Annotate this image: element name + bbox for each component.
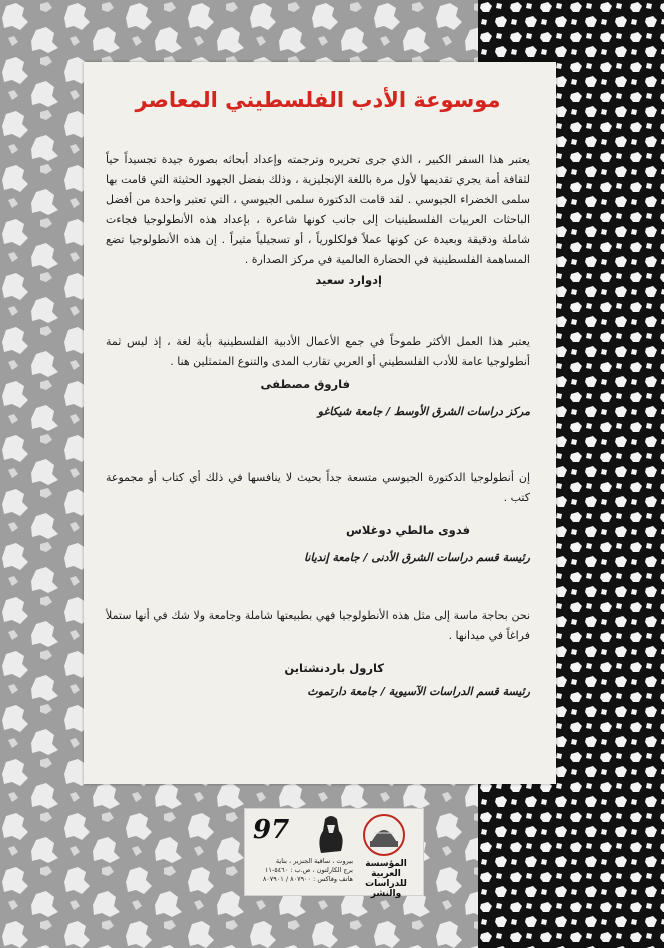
quote-affiliation: رئيسة قسم دراسات الشرق الأدنى / جامعة إنديانا <box>303 551 530 564</box>
address-line: هاتف وفاكس : ٨٠٧٩٠٠ / ٨٠٧٩٠١ <box>262 875 353 883</box>
quote-author: كارول باردنشتاين <box>284 661 384 675</box>
book-title: موسوعة الأدب الفلسطيني المعاصر <box>135 88 501 112</box>
figure-emblem-icon <box>311 813 351 857</box>
quote-affiliation: رئيسة قسم الدراسات الآسيوية / جامعة دارتموث <box>307 685 530 698</box>
quote-author: فاروق مصطفى <box>260 377 350 391</box>
quote-3 <box>106 468 530 568</box>
quote-2 <box>106 332 530 422</box>
quote-text: يعتبر هذا السفر الكبير ، الذي جرى تحريره وترجمته وإعداد أبحاثه بصورة جيدة تجسيداً حياً لثقافة أمة يجري تقديمها لأول مرة باللغة الإنجليزية ، وذلك بفضل الجهود الحثيثة التي قامت بها سلمى الخضراء الجيوسي . لقد قامت الدكتورة سلمى الجيوسي ، التي تعتبر واحدة من أفضل الباحثات العربيات الفلسطينيات إلى جانب كونها شاعرة ، بإعداد هذه الأنطولوجيا فجاءت شاملة ودقيقة وبعيدة عن كونها عملاً فولكلورياً ، أو تسجيلياً مثيراً . إن هذه الأنطولوجيا تضع المساهمة الفلسطينية في الحضارة العالمية في مركز الصدارة . <box>106 153 530 266</box>
publisher-address <box>249 857 353 884</box>
quote-text: إن أنطولوجيا الدكتورة الجيوسي متسعة جداً بحيث لا ينافسها في ذلك أي كتاب أو مجموعة كتب . <box>106 471 530 504</box>
dome-seal-icon <box>355 813 413 857</box>
quote-affiliation: مركز دراسات الشرق الأوسط / جامعة شيكاغو <box>317 405 530 418</box>
quote-text: نحن بحاجة ماسة إلى مثل هذه الأنطولوجيا فهي بطبيعتها شاملة وجامعة ولا شك في أنها ستملأ فراغاً في ميدانها . <box>106 609 530 642</box>
quote-author: إدوارد سعيد <box>315 273 382 287</box>
publisher-name: المؤسسة العربية للدراسات والنشر <box>365 859 407 899</box>
quote-text: يعتبر هذا العمل الأكثر طموحاً في جمع الأعمال الأدبية الفلسطينية بأية لغة ، إذ ليس ثمة أنطولوجيا عامة للأدب الفلسطيني أو العربي تقارب المدى والتنوع المتمثلين هنا . <box>106 335 530 368</box>
blurb-panel <box>84 62 556 784</box>
quote-author: فدوى مالطي دوغلاس <box>346 523 470 537</box>
anniversary-number: 97 <box>253 815 290 845</box>
address-line: برج الكارلتون ، ص.ب : ٥٤٦٠-١١ <box>264 866 353 874</box>
address-line: بيروت ، ساقية الجنزير ، بناية <box>275 857 353 865</box>
quote-1 <box>106 150 530 290</box>
quote-4 <box>106 606 530 702</box>
publisher-block <box>244 808 424 899</box>
